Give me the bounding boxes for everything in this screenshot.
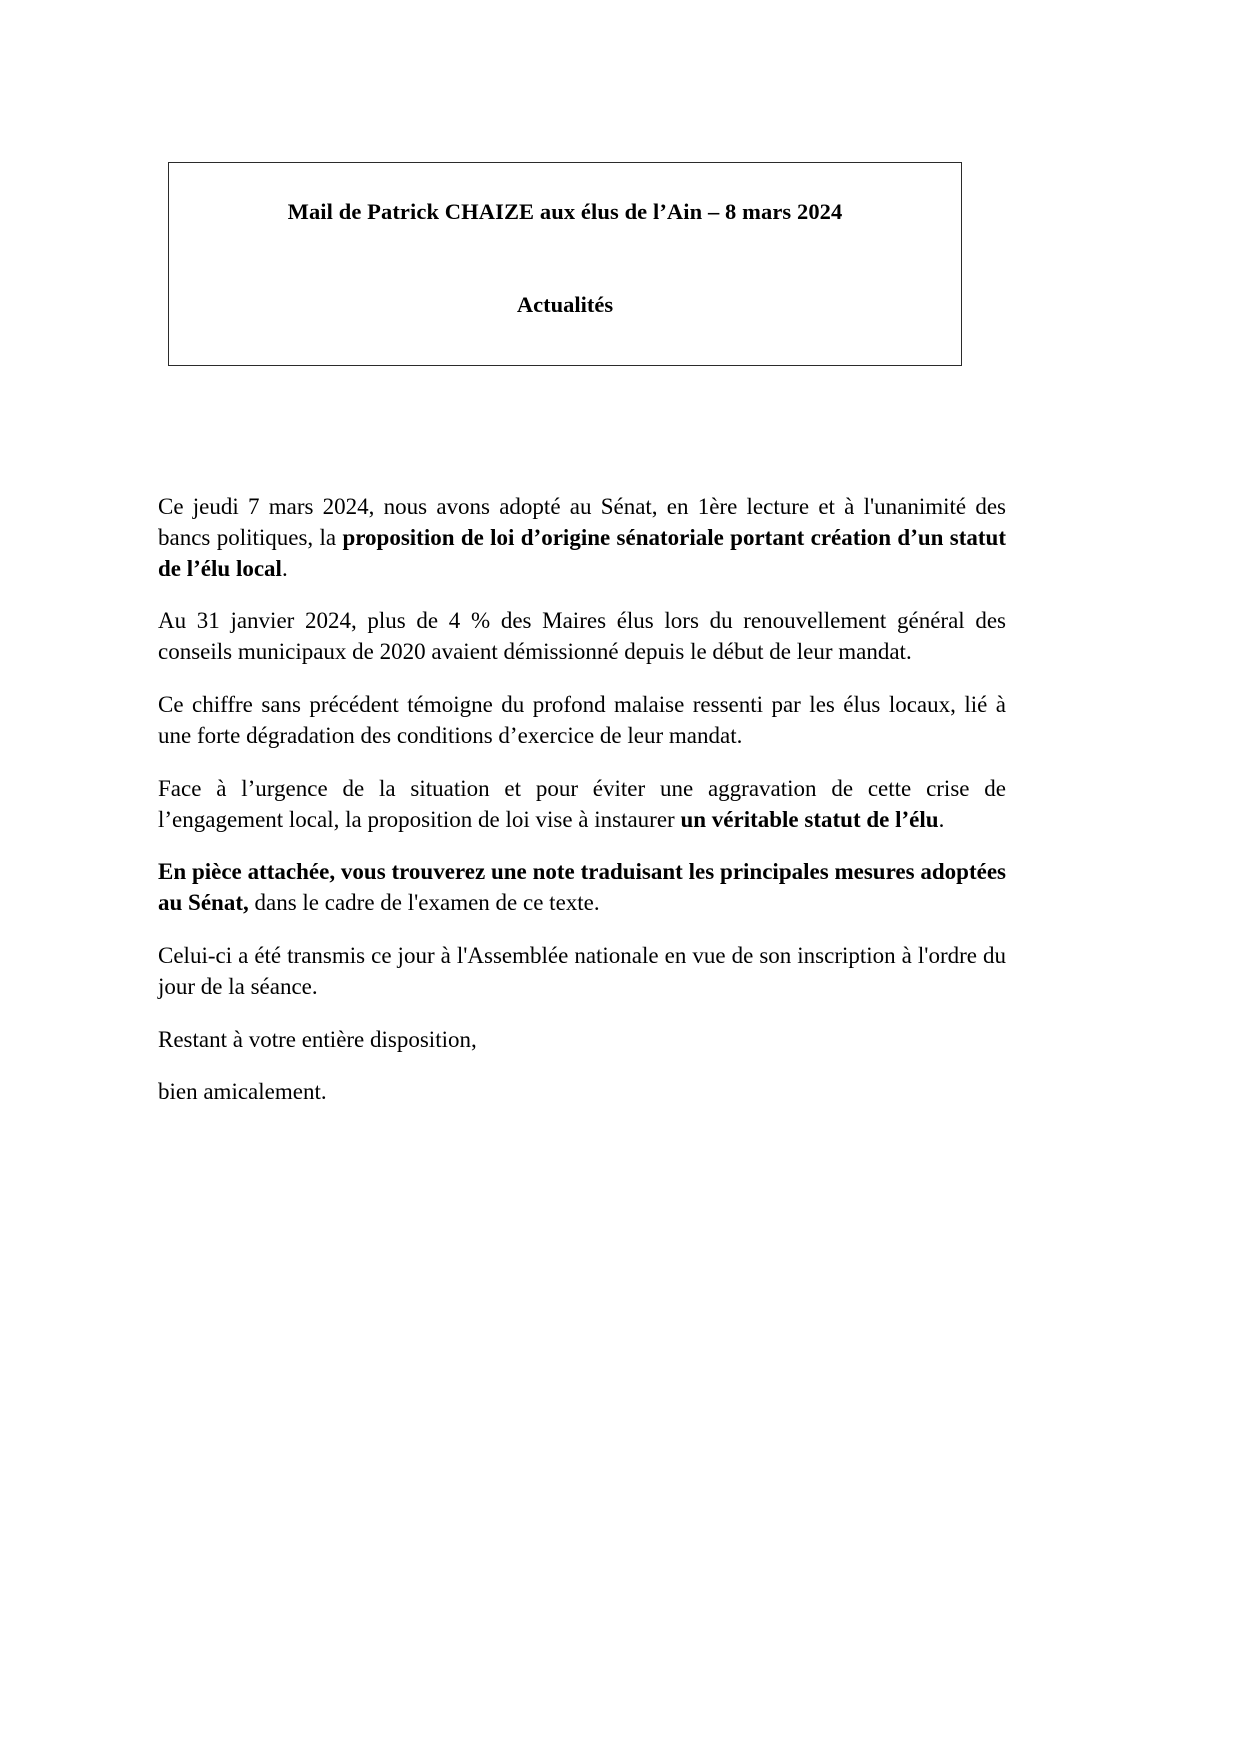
paragraph-2-text: Au 31 janvier 2024, plus de 4 % des Maires élus lors du renouvellement général des conseils municipaux de 2020 avaient démissionné depuis le début de leur mandat.	[158, 608, 1006, 665]
paragraph-4-run-bold: un véritable statut de l’élu	[680, 806, 939, 832]
paragraph-4	[158, 774, 1006, 836]
paragraph-1-run-bold: proposition de loi d’origine sénatoriale portant création d’un statut de l’élu local	[158, 524, 1006, 581]
paragraph-7-text: Restant à votre entière disposition,	[158, 1026, 477, 1052]
paragraph-1-run-regular-1: Ce jeudi 7 mars 2024, nous avons adopté au Sénat, en 1ère lecture et à l'unanimité des bancs politiques, la	[158, 494, 1006, 550]
paragraph-5	[158, 857, 1006, 919]
paragraph-7-closing	[158, 1025, 1006, 1056]
header-box	[168, 162, 962, 366]
paragraph-1-run-regular-2: .	[281, 555, 288, 581]
page-subtitle: Actualités	[516, 292, 614, 317]
paragraph-3	[158, 690, 1006, 752]
paragraph-8-signoff	[158, 1077, 1006, 1108]
paragraph-1	[158, 492, 1006, 584]
paragraph-6-text: Celui-ci a été transmis ce jour à l'Assemblée nationale en vue de son inscription à l'ordre du jour de la séance.	[158, 942, 1006, 999]
paragraph-5-run-regular: dans le cadre de l'examen de ce texte.	[248, 890, 600, 916]
paragraph-3-text: Ce chiffre sans précédent témoigne du profond malaise ressenti par les élus locaux, lié à une forte dégradation des conditions d’exercice de leur mandat.	[158, 692, 1006, 748]
paragraph-2	[158, 606, 1006, 668]
page-title: Mail de Patrick CHAIZE aux élus de l’Ain – 8 mars 2024	[287, 199, 843, 224]
paragraph-6	[158, 941, 1006, 1003]
paragraph-4-run-regular-2: .	[938, 806, 945, 832]
document-body	[158, 492, 1006, 1108]
paragraph-4-run-regular-1: Face à l’urgence de la situation et pour éviter une aggravation de cette crise de l’engagement local, la proposition de loi vise à instaurer	[158, 775, 1006, 832]
paragraph-8-text: bien amicalement.	[158, 1079, 327, 1105]
paragraph-5-run-bold: En pièce attachée, vous trouverez une note traduisant les principales mesures adoptées au Sénat,	[158, 859, 1006, 916]
